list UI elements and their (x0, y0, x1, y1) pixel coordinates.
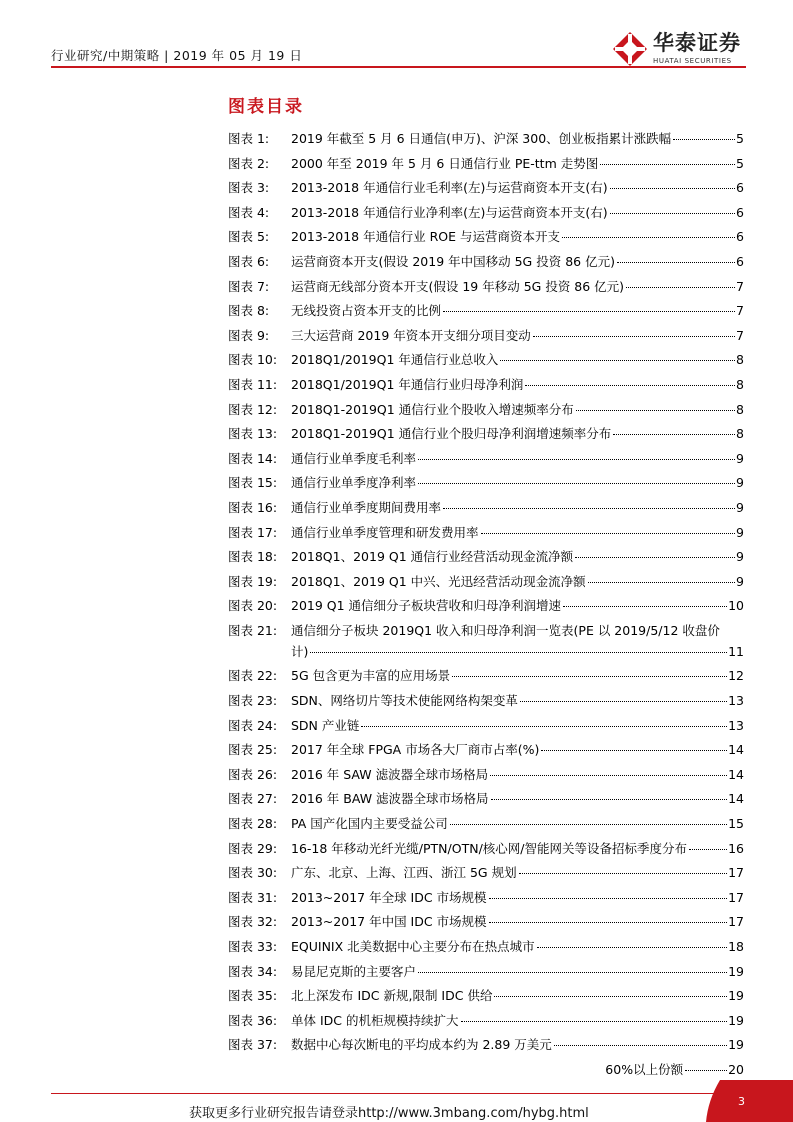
toc-dot-leader (673, 139, 735, 140)
toc-entry-title: 2018Q1-2019Q1 通信行业个股归母净利润增速频率分布 (291, 426, 612, 442)
page-number: 3 (738, 1095, 745, 1108)
toc-entry[interactable] (228, 400, 744, 425)
toc-entry-title: 2016 年 BAW 滤波器全球市场格局 (291, 791, 489, 807)
toc-entry-label: 图表 22: (228, 668, 278, 684)
toc-dot-leader (533, 336, 735, 337)
toc-entry-page: 5 (736, 131, 744, 146)
toc-entry-title: 2013-2018 年通信行业净利率(左)与运营商资本开支(右) (291, 204, 608, 220)
toc-entry-page: 17 (728, 889, 744, 905)
toc-dot-leader (554, 1045, 727, 1046)
toc-entry-title: 2019 年截至 5 月 6 日通信(申万)、沪深 300、创业板指累计涨跌幅 (291, 131, 672, 146)
toc-dot-leader (600, 164, 735, 165)
toc-entry-page: 19 (728, 1012, 744, 1028)
huatai-logo-icon (612, 31, 648, 67)
toc-dot-leader (418, 972, 727, 973)
toc-entry-title: 运营商资本开支(假设 2019 年中国移动 5G 投资 86 亿元) (291, 253, 615, 269)
toc-entry-page: 20 (728, 1061, 744, 1077)
toc-dot-leader (575, 557, 735, 558)
toc-entry[interactable] (228, 621, 744, 642)
toc-entry-page: 9 (736, 450, 744, 466)
toc-entry-page: 7 (736, 327, 744, 343)
toc-entry-label: 图表 3: (228, 180, 270, 196)
toc-entry[interactable] (228, 449, 744, 474)
toc-entry-page: 8 (736, 376, 744, 392)
toc-dot-leader (491, 799, 728, 800)
toc-entry-label: 图表 34: (228, 963, 278, 979)
toc-entry-title: 5G 包含更为丰富的应用场景 (291, 668, 451, 684)
toc-entry[interactable] (228, 888, 744, 913)
toc-dot-leader (576, 410, 735, 411)
header-divider (51, 66, 746, 68)
toc-entry-label: 图表 4: (228, 204, 270, 220)
toc-entry-title: 2013~2017 年全球 IDC 市场规模 (291, 889, 487, 905)
toc-entry-label: 图表 8: (228, 303, 270, 319)
toc-entry[interactable] (228, 375, 744, 400)
toc-entry-page: 6 (736, 253, 744, 269)
toc-entry-title: 2018Q1-2019Q1 通信行业个股收入增速频率分布 (291, 401, 574, 417)
toc-entry-label: 图表 7: (228, 278, 270, 294)
company-logo (612, 31, 741, 67)
toc-entry[interactable] (228, 154, 744, 179)
logo-chinese-name: 华泰证券 (653, 31, 741, 55)
toc-dot-leader (613, 434, 735, 435)
toc-entry-title: PA 国产化国内主要受益公司 (291, 816, 448, 832)
report-header: 行业研究/中期策略 | 2019 年 05 月 19 日 (51, 48, 303, 63)
toc-entry-title: EQUINIX 北美数据中心主要分布在热点城市 (291, 939, 535, 954)
toc-entry[interactable] (228, 1035, 744, 1060)
toc-entry-page: 6 (736, 229, 744, 245)
toc-entry-page: 17 (728, 865, 744, 881)
toc-entry-title: 2018Q1/2019Q1 年通信行业归母净利润 (291, 376, 524, 392)
toc-entry-label: 图表 19: (228, 573, 278, 589)
toc-entry[interactable] (228, 716, 744, 741)
toc-dot-leader (610, 188, 735, 189)
toc-dot-leader (626, 287, 735, 288)
toc-entry-label: 图表 11: (228, 376, 278, 392)
footer-link-text[interactable]: 获取更多行业研究报告请登录http://www.3mbang.com/hybg.html (189, 1106, 589, 1121)
toc-dot-leader (418, 459, 735, 460)
toc-entry-label: 图表 26: (228, 766, 278, 782)
toc-dot-leader (525, 385, 735, 386)
toc-entry-page: 12 (728, 668, 744, 684)
toc-entry-title: 2017 年全球 FPGA 市场各大厂商市占率(%) (291, 742, 540, 758)
toc-entry-page: 14 (728, 742, 744, 758)
toc-entry-label: 图表 2: (228, 155, 270, 171)
toc-entry-label: 图表 18: (228, 549, 278, 565)
toc-entry-title: 通信行业单季度毛利率 (291, 450, 417, 466)
toc-entry-label: 图表 32: (228, 914, 278, 930)
toc-entry-label: 图表 35: (228, 988, 278, 1004)
toc-entry-label: 图表 14: (228, 450, 278, 466)
toc-entry-title: 2018Q1、2019 Q1 通信行业经营活动现金流净额 (291, 549, 574, 565)
toc-entry-title: 2019 Q1 通信细分子板块营收和归母净利润增速 (291, 598, 562, 614)
toc-entry-page: 13 (728, 717, 744, 733)
toc-entry-page: 9 (736, 573, 744, 589)
toc-dot-leader (418, 483, 735, 484)
toc-entry-title: 通信行业单季度净利率 (291, 475, 417, 491)
toc-entry-label: 图表 16: (228, 499, 278, 515)
toc-entry[interactable] (228, 986, 744, 1011)
toc-entry-label: 图表 10: (228, 352, 278, 368)
toc-entry[interactable] (228, 666, 744, 691)
toc-entry[interactable] (228, 473, 744, 498)
toc-entry-title: 2018Q1/2019Q1 年通信行业总收入 (291, 352, 499, 368)
toc-entry[interactable] (228, 740, 744, 765)
toc-entry-title: 通信行业单季度管理和研发费用率 (291, 524, 479, 540)
toc-entry-page: 8 (736, 426, 744, 442)
toc-entry-label: 图表 37: (228, 1037, 278, 1053)
toc-entry-label: 图表 23: (228, 693, 278, 709)
toc-entry-label: 图表 36: (228, 1012, 278, 1028)
toc-entry-label: 图表 25: (228, 742, 278, 758)
toc-dot-leader (310, 652, 727, 653)
toc-entry[interactable] (228, 1011, 744, 1036)
toc-dot-leader (489, 922, 728, 923)
toc-dot-leader (461, 1021, 728, 1022)
toc-dot-leader (452, 676, 727, 677)
toc-entry-page: 18 (728, 939, 744, 954)
toc-entry-page: 6 (736, 180, 744, 196)
toc-entry-title: 易昆尼克斯的主要客户 (291, 963, 417, 979)
toc-entry[interactable] (228, 203, 744, 228)
toc-entry-label: 图表 20: (228, 598, 278, 614)
toc-dot-leader (443, 311, 735, 312)
toc-entry-title-continued: 计) (291, 643, 309, 659)
toc-dot-leader (610, 213, 735, 214)
toc-dot-leader (443, 508, 735, 509)
toc-entry[interactable] (228, 789, 744, 814)
toc-entry[interactable] (228, 937, 744, 962)
toc-entry-page: 19 (728, 988, 744, 1004)
toc-dot-leader (685, 1070, 727, 1071)
toc-entry-title: 无线投资占资本开支的比例 (291, 303, 442, 319)
toc-entry-page: 14 (728, 766, 744, 782)
toc-entry-title: 2000 年至 2019 年 5 月 6 日通信行业 PE-ttm 走势图 (291, 155, 599, 171)
toc-entry-label: 图表 17: (228, 524, 278, 540)
toc-entry-title: 通信细分子板块 2019Q1 收入和归母净利润一览表(PE 以 2019/5/12 收盘价 (291, 622, 720, 638)
toc-entry-title: 16-18 年移动光纤光缆/PTN/OTN/核心网/智能网关等设备招标季度分布 (291, 840, 687, 856)
toc-entry-title: 三大运营商 2019 年资本开支细分项目变动 (291, 327, 531, 343)
toc-entry[interactable] (228, 814, 744, 839)
toc-entry-title: 2013~2017 年中国 IDC 市场规模 (291, 914, 487, 930)
toc-dot-leader (500, 360, 735, 361)
toc-dot-leader (494, 996, 727, 997)
toc-entry[interactable] (228, 424, 744, 449)
toc-entry-label: 图表 27: (228, 791, 278, 807)
toc-entry-title: 广东、北京、上海、江西、浙江 5G 规划 (291, 865, 517, 881)
logo-english-name: HUATAI SECURITIES (653, 57, 732, 65)
toc-entry-title: 北上深发布 IDC 新规,限制 IDC 供给 (291, 988, 493, 1004)
toc-entry-title: 通信行业单季度期间费用率 (291, 499, 442, 515)
toc-entry-label: 图表 24: (228, 717, 278, 733)
toc-dot-leader (588, 582, 735, 583)
table-of-figures (228, 129, 744, 1085)
toc-entry[interactable] (228, 765, 744, 790)
toc-entry[interactable] (228, 839, 744, 864)
toc-entry[interactable] (228, 301, 744, 326)
toc-entry-page: 15 (728, 816, 744, 832)
toc-entry-page: 5 (736, 155, 744, 171)
toc-entry[interactable] (228, 277, 744, 302)
toc-tail-entry[interactable] (228, 1060, 744, 1085)
toc-dot-leader (519, 873, 728, 874)
toc-dot-leader (562, 237, 735, 238)
footer-divider (51, 1093, 791, 1094)
toc-entry[interactable] (228, 326, 744, 351)
toc-entry-label: 图表 15: (228, 475, 278, 491)
toc-entry-page: 19 (728, 1037, 744, 1053)
toc-entry-title: 单体 IDC 的机柜规模持续扩大 (291, 1012, 459, 1028)
toc-entry-page: 16 (728, 840, 744, 856)
toc-entry[interactable] (228, 252, 744, 277)
toc-entry-page: 10 (728, 598, 744, 614)
toc-entry-label: 图表 31: (228, 889, 278, 905)
toc-entry[interactable] (228, 691, 744, 716)
toc-dot-leader (537, 947, 727, 948)
page-number-badge (706, 1080, 793, 1122)
toc-dot-leader (563, 606, 727, 607)
toc-entry-label: 图表 6: (228, 253, 270, 269)
toc-dot-leader (489, 898, 728, 899)
toc-entry-title: 2013-2018 年通信行业毛利率(左)与运营商资本开支(右) (291, 180, 608, 196)
toc-entry-page: 19 (728, 963, 744, 979)
toc-entry[interactable] (228, 912, 744, 937)
toc-dot-leader (541, 750, 727, 751)
toc-entry-label: 图表 9: (228, 327, 270, 343)
toc-heading: 图表目录 (228, 97, 304, 117)
toc-entry[interactable] (228, 962, 744, 987)
toc-entry[interactable] (228, 547, 744, 572)
toc-entry[interactable] (228, 227, 744, 252)
toc-entry-label: 图表 12: (228, 401, 278, 417)
toc-entry-page: 11 (728, 643, 744, 659)
toc-entry-label: 图表 30: (228, 865, 278, 881)
toc-entry[interactable] (228, 178, 744, 203)
toc-entry-title: SDN 产业链 (291, 717, 360, 733)
toc-dot-leader (450, 824, 727, 825)
toc-entry[interactable] (228, 129, 744, 154)
toc-entry-continuation[interactable] (228, 642, 744, 667)
toc-entry-page: 13 (728, 693, 744, 709)
toc-entry-label: 图表 28: (228, 816, 278, 832)
toc-dot-leader (361, 726, 727, 727)
toc-entry-label: 图表 33: (228, 939, 278, 954)
toc-entry[interactable] (228, 523, 744, 548)
toc-entry[interactable] (228, 596, 744, 621)
toc-dot-leader (481, 533, 736, 534)
toc-tail-title: 60%以上份额 (605, 1061, 684, 1077)
toc-entry-label: 图表 21: (228, 622, 278, 638)
toc-entry[interactable] (228, 863, 744, 888)
toc-entry[interactable] (228, 498, 744, 523)
toc-entry-title: 运营商无线部分资本开支(假设 19 年移动 5G 投资 86 亿元) (291, 278, 625, 294)
toc-entry-title: SDN、网络切片等技术使能网络构架变革 (291, 693, 518, 709)
toc-entry-page: 7 (736, 303, 744, 319)
toc-dot-leader (689, 849, 727, 850)
toc-entry[interactable] (228, 350, 744, 375)
toc-entry-page: 9 (736, 549, 744, 565)
toc-entry-page: 7 (736, 278, 744, 294)
toc-entry-title: 2018Q1、2019 Q1 中兴、光迅经营活动现金流净额 (291, 573, 586, 589)
toc-entry[interactable] (228, 572, 744, 597)
toc-entry-page: 9 (736, 524, 744, 540)
toc-entry-title: 2016 年 SAW 滤波器全球市场格局 (291, 766, 489, 782)
toc-entry-title: 数据中心每次断电的平均成本约为 2.89 万美元 (291, 1037, 552, 1053)
toc-entry-page: 9 (736, 499, 744, 515)
toc-entry-title: 2013-2018 年通信行业 ROE 与运营商资本开支 (291, 229, 560, 245)
toc-entry-page: 8 (736, 401, 744, 417)
toc-dot-leader (490, 775, 727, 776)
toc-entry-label: 图表 29: (228, 840, 278, 856)
toc-entry-page: 9 (736, 475, 744, 491)
toc-entry-label: 图表 13: (228, 426, 278, 442)
toc-entry-page: 14 (728, 791, 744, 807)
toc-dot-leader (520, 701, 727, 702)
toc-entry-label: 图表 5: (228, 229, 270, 245)
toc-dot-leader (617, 262, 735, 263)
toc-entry-page: 17 (728, 914, 744, 930)
toc-entry-page: 8 (736, 352, 744, 368)
toc-entry-page: 6 (736, 204, 744, 220)
toc-entry-label: 图表 1: (228, 131, 270, 146)
